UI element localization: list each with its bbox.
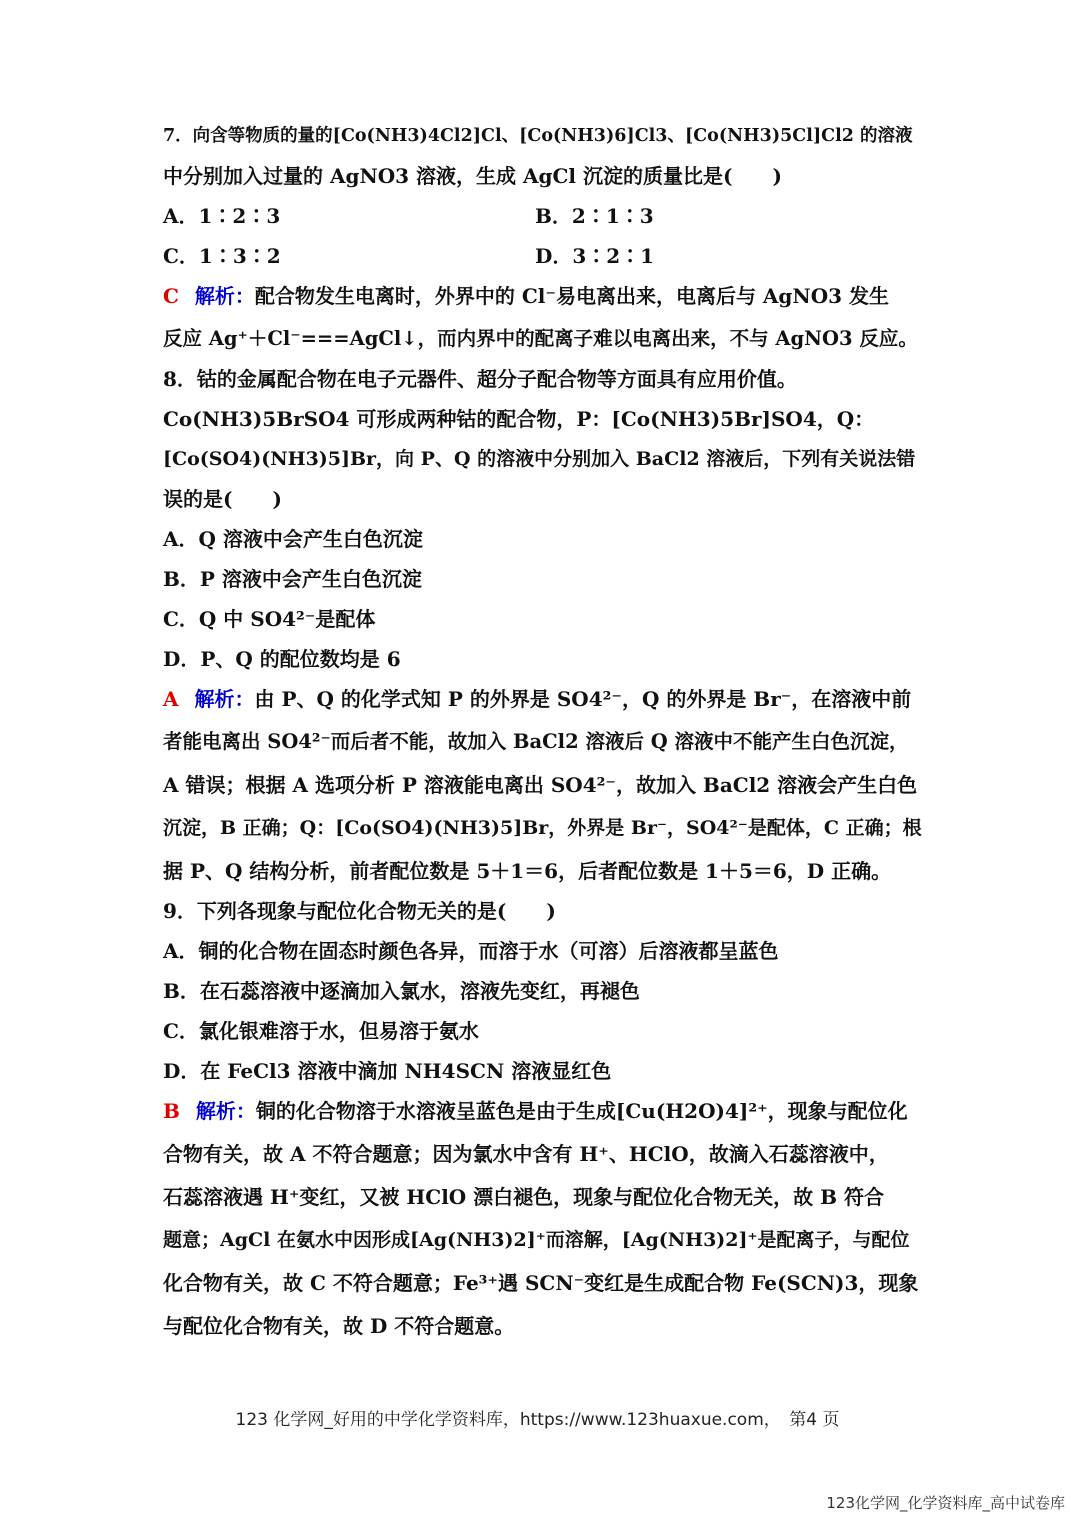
q7-analysis-line-2: 反应 Ag⁺＋Cl⁻===AgCl↓，而内界中的配离子难以电离出来，不与 AgNO3 反应。 — [163, 327, 918, 350]
q9-analysis-label: 解析： — [195, 1099, 256, 1123]
q7-option-a: A．1∶2∶3 — [163, 204, 281, 228]
q9-answer: B — [163, 1099, 180, 1123]
q7-option-b: B．2∶1∶3 — [535, 204, 654, 228]
q7-options-row-1 — [163, 206, 923, 226]
q9-analysis-line-1 — [163, 1101, 923, 1121]
q7-option-d: D．3∶2∶1 — [535, 244, 655, 268]
q8-option-a: A．Q 溶液中会产生白色沉淀 — [163, 527, 423, 551]
q7-stem-line-2: 中分别加入过量的 AgNO3 溶液，生成 AgCl 沉淀的质量比是( ) — [163, 164, 782, 188]
q9-analysis-line-4: 题意；AgCl 在氨水中因形成[Ag(NH3)2]⁺而溶解，[Ag(NH3)2]⁺是配离子，与配位 — [163, 1229, 910, 1251]
q9-option-b: B．在石蕊溶液中逐滴加入氯水，溶液先变红，再褪色 — [163, 979, 640, 1003]
q7-analysis-text-1: 配合物发生电离时，外界中的 Cl⁻易电离出来，电离后与 AgNO3 发生 — [254, 284, 890, 308]
q9-analysis-line-5: 化合物有关，故 C 不符合题意；Fe³⁺遇 SCN⁻变红是生成配合物 Fe(SCN)3，现象 — [163, 1271, 919, 1295]
q7-analysis-line-1 — [163, 286, 923, 306]
q7-analysis-label: 解析： — [194, 284, 255, 308]
q8-analysis-line-3: A 错误；根据 A 选项分析 P 溶液能电离出 SO4²⁻，故加入 BaCl2 溶液会产生白色 — [163, 773, 918, 797]
q7-answer: C — [163, 284, 179, 308]
document-body — [163, 126, 923, 1356]
q9-option-d: D．在 FeCl3 溶液中滴加 NH4SCN 溶液显红色 — [163, 1059, 612, 1083]
q9-stem-line-1: 9．下列各现象与配位化合物无关的是( ) — [163, 899, 556, 923]
q8-analysis-line-1 — [163, 689, 923, 709]
page-footer: 123 化学网_好用的中学化学资料库，https://www.123huaxue.com， 第4 页 — [235, 1410, 840, 1430]
q8-option-b: B．P 溶液中会产生白色沉淀 — [163, 567, 422, 591]
q9-analysis-line-2: 合物有关，故 A 不符合题意；因为氯水中含有 H⁺、HClO，故滴入石蕊溶液中， — [163, 1142, 889, 1166]
q8-answer: A — [163, 687, 179, 711]
q8-analysis-text-1: 由 P、Q 的化学式知 P 的外界是 SO4²⁻，Q 的外界是 Br⁻，在溶液中前 — [254, 687, 912, 711]
q8-option-c: C．Q 中 SO4²⁻是配体 — [163, 607, 376, 631]
q8-stem-line-3: [Co(SO4)(NH3)5]Br，向 P、Q 的溶液中分别加入 BaCl2 溶液后，下列有关说法错 — [163, 448, 916, 470]
q8-analysis-line-5: 据 P、Q 结构分析，前者配位数是 5＋1＝6，后者配位数是 1＋5＝6，D 正确。 — [163, 859, 892, 883]
q9-option-c: C．氯化银难溶于水，但易溶于氨水 — [163, 1019, 479, 1043]
q9-analysis-line-3: 石蕊溶液遇 H⁺变红，又被 HClO 漂白褪色，现象与配位化合物无关，故 B 符合 — [163, 1185, 885, 1209]
q8-option-d: D．P、Q 的配位数均是 6 — [163, 647, 401, 671]
q8-stem-line-4: 误的是( ) — [163, 487, 282, 511]
q9-analysis-text-1: 铜的化合物溶于水溶液呈蓝色是由于生成[Cu(H2O)4]²⁺，现象与配位化 — [255, 1099, 908, 1123]
q8-analysis-line-4: 沉淀，B 正确；Q：[Co(SO4)(NH3)5]Br，外界是 Br⁻，SO4²⁻是配体，C 正确；根 — [163, 817, 922, 839]
site-watermark: 123化学网_化学资料库_高中试卷库 — [826, 1494, 1065, 1512]
q9-analysis-line-6: 与配位化合物有关，故 D 不符合题意。 — [163, 1314, 515, 1338]
q7-stem-line-1: 7．向含等物质的量的[Co(NH3)4Cl2]Cl、[Co(NH3)6]Cl3、[Co(NH3)5Cl]Cl2 的溶液 — [163, 126, 913, 146]
q7-options-row-2 — [163, 246, 923, 266]
q8-analysis-line-2: 者能电离出 SO4²⁻而后者不能，故加入 BaCl2 溶液后 Q 溶液中不能产生白色沉淀， — [163, 730, 909, 753]
q8-stem-line-1: 8．钴的金属配合物在电子元器件、超分子配合物等方面具有应用价值。 — [163, 367, 797, 391]
q8-stem-line-2: Co(NH3)5BrSO4 可形成两种钴的配合物，P：[Co(NH3)5Br]SO4，Q： — [163, 407, 875, 431]
q9-option-a: A．铜的化合物在固态时颜色各异，而溶于水（可溶）后溶液都呈蓝色 — [163, 939, 779, 963]
q8-analysis-label: 解析： — [194, 687, 255, 711]
q7-option-c: C．1∶3∶2 — [163, 244, 281, 268]
